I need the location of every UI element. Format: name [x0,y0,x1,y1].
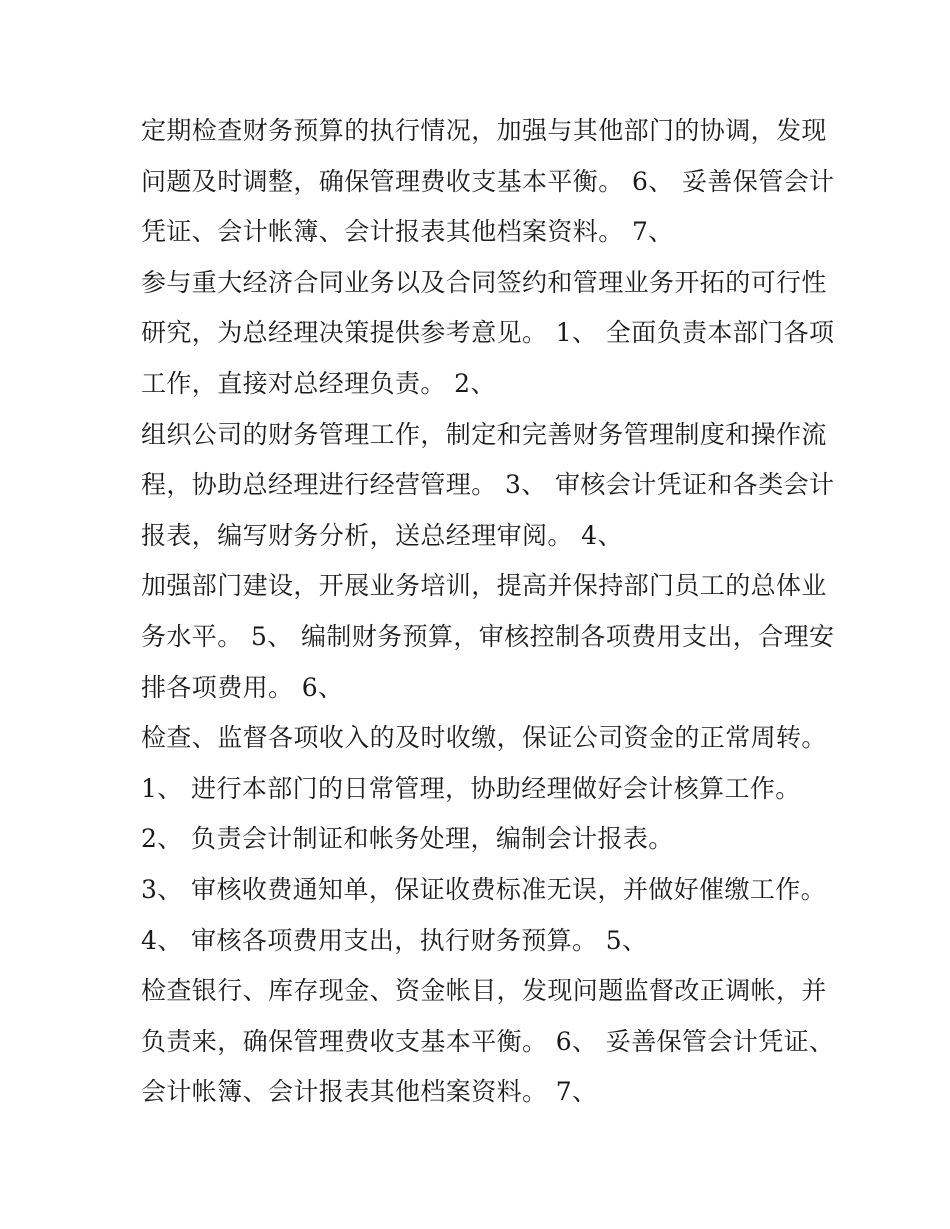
text-line: 3、 审核收费通知单，保证收费标准无误，并做好催缴工作。 [141,874,827,904]
text-line: 报表，编写财务分析，送总经理审阅。 4、 [141,520,623,550]
text-line: 排各项费用。 6、 [141,672,344,702]
text-line: 负责来，确保管理费收支基本平衡。 6、 妥善保管会计凭证、 [141,1026,835,1056]
text-line: 务水平。 5、 编制财务预算，审核控制各项费用支出，合理安 [141,621,835,651]
body-text [141,106,835,1118]
text-line: 凭证、会计帐簿、会计报表其他档案资料。 7、 [141,217,674,247]
text-line: 定期检查财务预算的执行情况，加强与其他部门的协调，发现 [141,116,827,145]
text-line: 加强部门建设，开展业务培训，提高并保持部门员工的总体业 [141,571,827,601]
text-line: 1、 进行本部门的日常管理，协助经理做好会计核算工作。 [141,773,801,803]
text-line: 参与重大经济合同业务以及合同签约和管理业务开拓的可行性 [141,267,827,297]
text-line: 会计帐簿、会计报表其他档案资料。 7、 [141,1077,598,1107]
text-line: 程，协助总经理进行经营管理。 3、 审核会计凭证和各类会计 [141,470,835,500]
text-line: 问题及时调整，确保管理费收支基本平衡。 6、 妥善保管会计 [141,166,835,196]
text-line: 工作，直接对总经理负责。 2、 [141,368,496,398]
text-line: 检查银行、库存现金、资金帐目，发现问题监督改正调帐，并 [141,976,827,1006]
text-line: 组织公司的财务管理工作，制定和完善财务管理制度和操作流 [141,419,827,449]
text-line: 4、 审核各项费用支出，执行财务预算。 5、 [141,925,648,955]
text-line: 2、 负责会计制证和帐务处理，编制会计报表。 [141,824,674,854]
text-line: 研究，为总经理决策提供参考意见。 1、 全面负责本部门各项 [141,318,835,348]
text-line: 检查、监督各项收入的及时收缴，保证公司资金的正常周转。 [141,723,827,753]
